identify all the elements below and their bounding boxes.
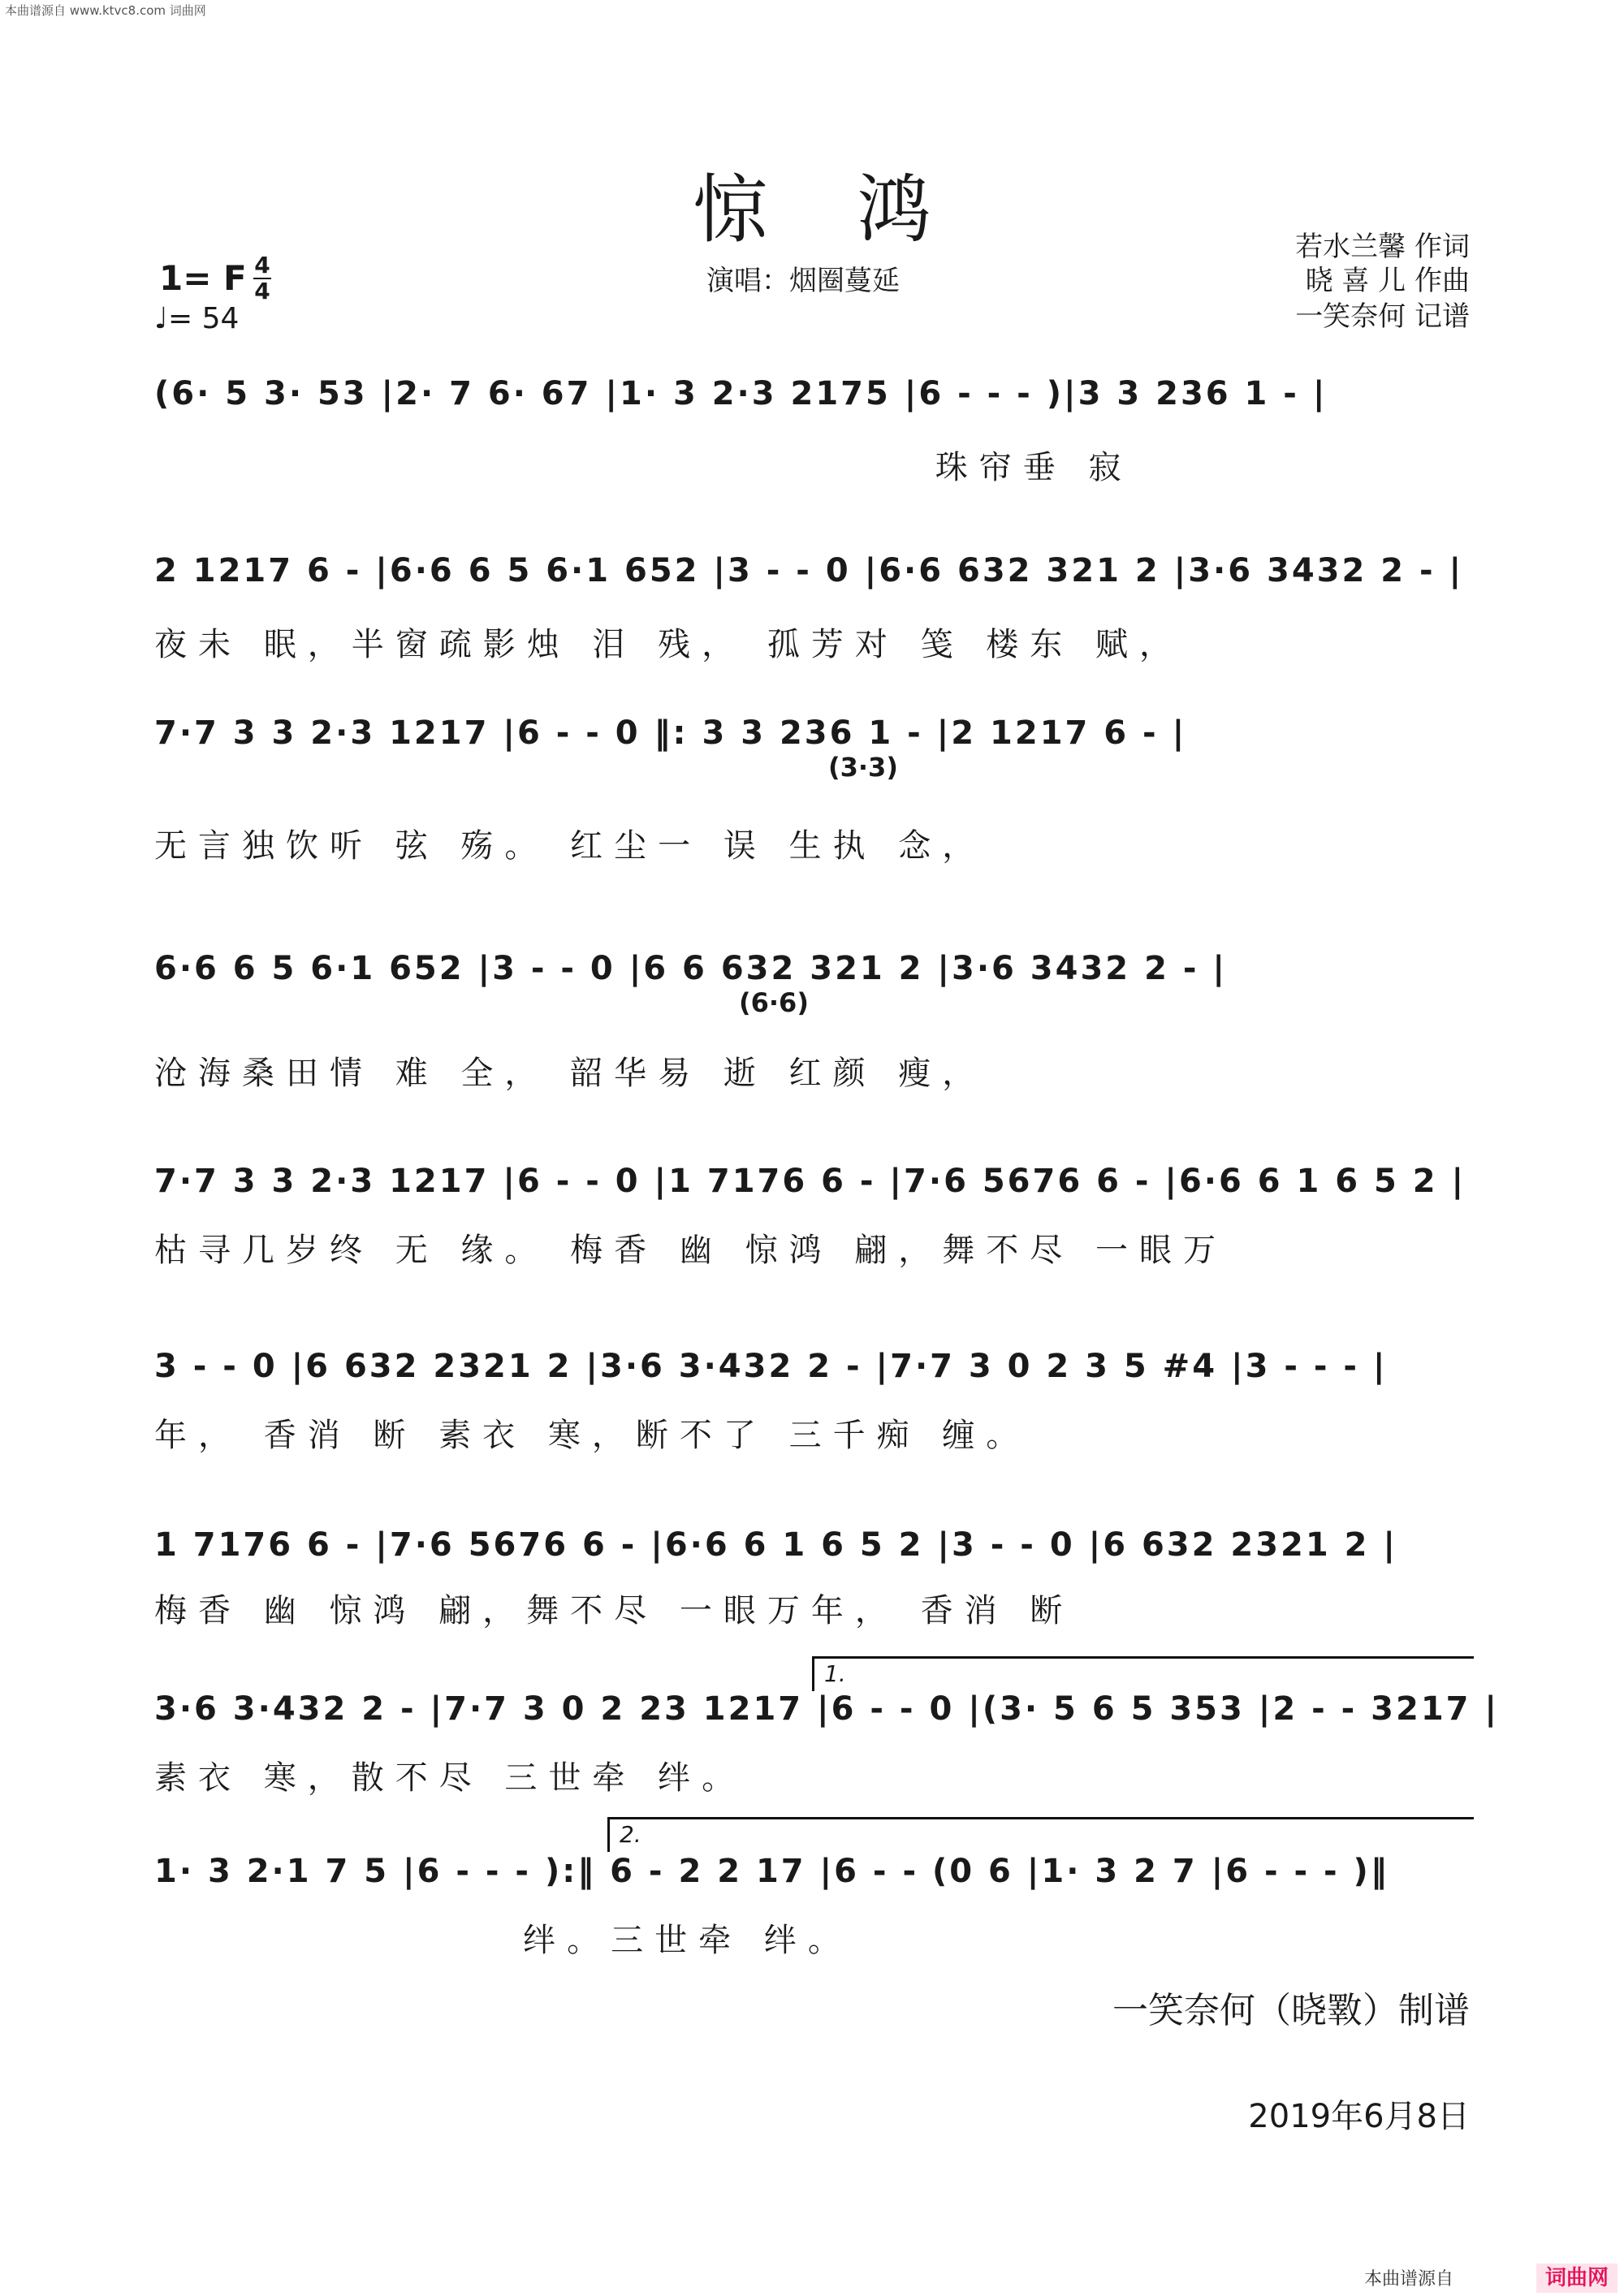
key-signature: 1= F <box>159 258 247 298</box>
volta-2-label: 2. <box>620 1821 641 1848</box>
lyric-line: 夜未 眠，半窗疏影烛 泪 残， 孤芳对 笺 楼东 赋， <box>154 626 1184 663</box>
notation-line: 6·6 6 5 6·1 652 |3 - - 0 |6 6 632 321 2 |3·6 3432 2 - | <box>154 950 1227 987</box>
volta-2 <box>607 1817 1474 1852</box>
date-label: 2019年6月8日 <box>1248 2098 1470 2135</box>
lyric-line: 年， 香消 断 素衣 寒，断不了 三千痴 缠。 <box>154 1417 1030 1454</box>
notation-line: (6· 5 3· 53 |2· 7 6· 67 |1· 3 2·3 2175 |6 - - - )|3 3 236 1 - | <box>154 375 1328 412</box>
score-row-7 <box>154 1526 1478 1631</box>
score-row-4 <box>154 950 1478 1094</box>
bottom-watermark-text: 本曲谱源自 <box>1363 2269 1453 2290</box>
alt-notes: (3·3) <box>828 752 898 783</box>
singer-credit: 演唱：烟圈蔓延 <box>706 265 900 297</box>
song-title: 惊鸿 <box>692 166 1021 253</box>
notation-line: 3·6 3·432 2 - |7·7 3 0 2 23 1217 |6 - - 0 |(3· 5 6 5 353 |2 - - 3217 | <box>154 1690 1500 1728</box>
notation-line: 2 1217 6 - |6·6 6 5 6·1 652 |3 - - 0 |6·6 632 321 2 |3·6 3432 2 - | <box>154 552 1464 589</box>
time-sig-bottom: 4 <box>254 278 270 304</box>
lyric-line: 素衣 寒，散不尽 三世牵 绊。 <box>154 1759 746 1797</box>
source-watermark: 本曲谱源自 www.ktvc8.com 词曲网 <box>5 3 206 18</box>
lyric-line: 沧海桑田情 难 全， 韶华易 逝 红颜 瘦， <box>154 1055 987 1092</box>
score-row-3 <box>154 714 1478 866</box>
transcriber-credit: 一笑奈何 记谱 <box>1295 300 1470 333</box>
score-row-1 <box>154 375 1478 488</box>
score-row-2 <box>154 552 1478 665</box>
lyric-line: 无言独饮听 弦 殇。 红尘一 误 生执 念， <box>154 827 987 865</box>
score-row-5 <box>154 1163 1478 1271</box>
notation-line: 7·7 3 3 2·3 1217 |6 - - 0 ‖: 3 3 236 1 - |2 1217 6 - | <box>154 714 1187 752</box>
lyric-line: 枯寻几岁终 无 缘。 梅香 幽 惊鸿 翩，舞不尽 一眼万 <box>154 1232 1228 1269</box>
notation-line: 3 - - 0 |6 632 2321 2 |3·6 3·432 2 - |7·7 3 0 2 3 5 #4 |3 - - - | <box>154 1348 1388 1385</box>
notation-line: 1· 3 2·1 7 5 |6 - - - ):‖ 6 - 2 2 17 |6 - - (0 6 |1· 3 2 7 |6 - - - )‖ <box>154 1853 1389 1890</box>
lyric-line: 绊。三世牵 绊。 <box>154 1922 852 1959</box>
maker-credit: 一笑奈何（晓斁）制谱 <box>1112 1990 1470 2031</box>
site-logo: 词曲网 <box>1536 2264 1618 2293</box>
notation-line: 1 7176 6 - |7·6 5676 6 - |6·6 6 1 6 5 2 |3 - - 0 |6 632 2321 2 | <box>154 1526 1398 1564</box>
score-row-8 <box>154 1690 1500 1798</box>
score-row-6 <box>154 1348 1478 1456</box>
alt-notes: (6·6) <box>739 987 809 1018</box>
lyric-line: 梅香 幽 惊鸿 翩，舞不尽 一眼万年， 香消 断 <box>154 1592 1074 1629</box>
time-sig-top: 4 <box>254 252 270 278</box>
notation-line: 7·7 3 3 2·3 1217 |6 - - 0 |1 7176 6 - |7·6 5676 6 - |6·6 6 1 6 5 2 | <box>154 1163 1466 1200</box>
volta-1 <box>812 1656 1474 1691</box>
time-signature <box>253 253 271 304</box>
volta-1-label: 1. <box>824 1660 846 1687</box>
lyricist-credit: 若水兰馨 作词 <box>1295 231 1470 263</box>
lyric-line: 珠帘垂 寂 <box>154 449 1133 486</box>
score-row-9 <box>154 1853 1478 1961</box>
tempo-marking: ♩= 54 <box>154 302 240 335</box>
composer-credit: 晓 喜 儿 作曲 <box>1305 265 1470 297</box>
